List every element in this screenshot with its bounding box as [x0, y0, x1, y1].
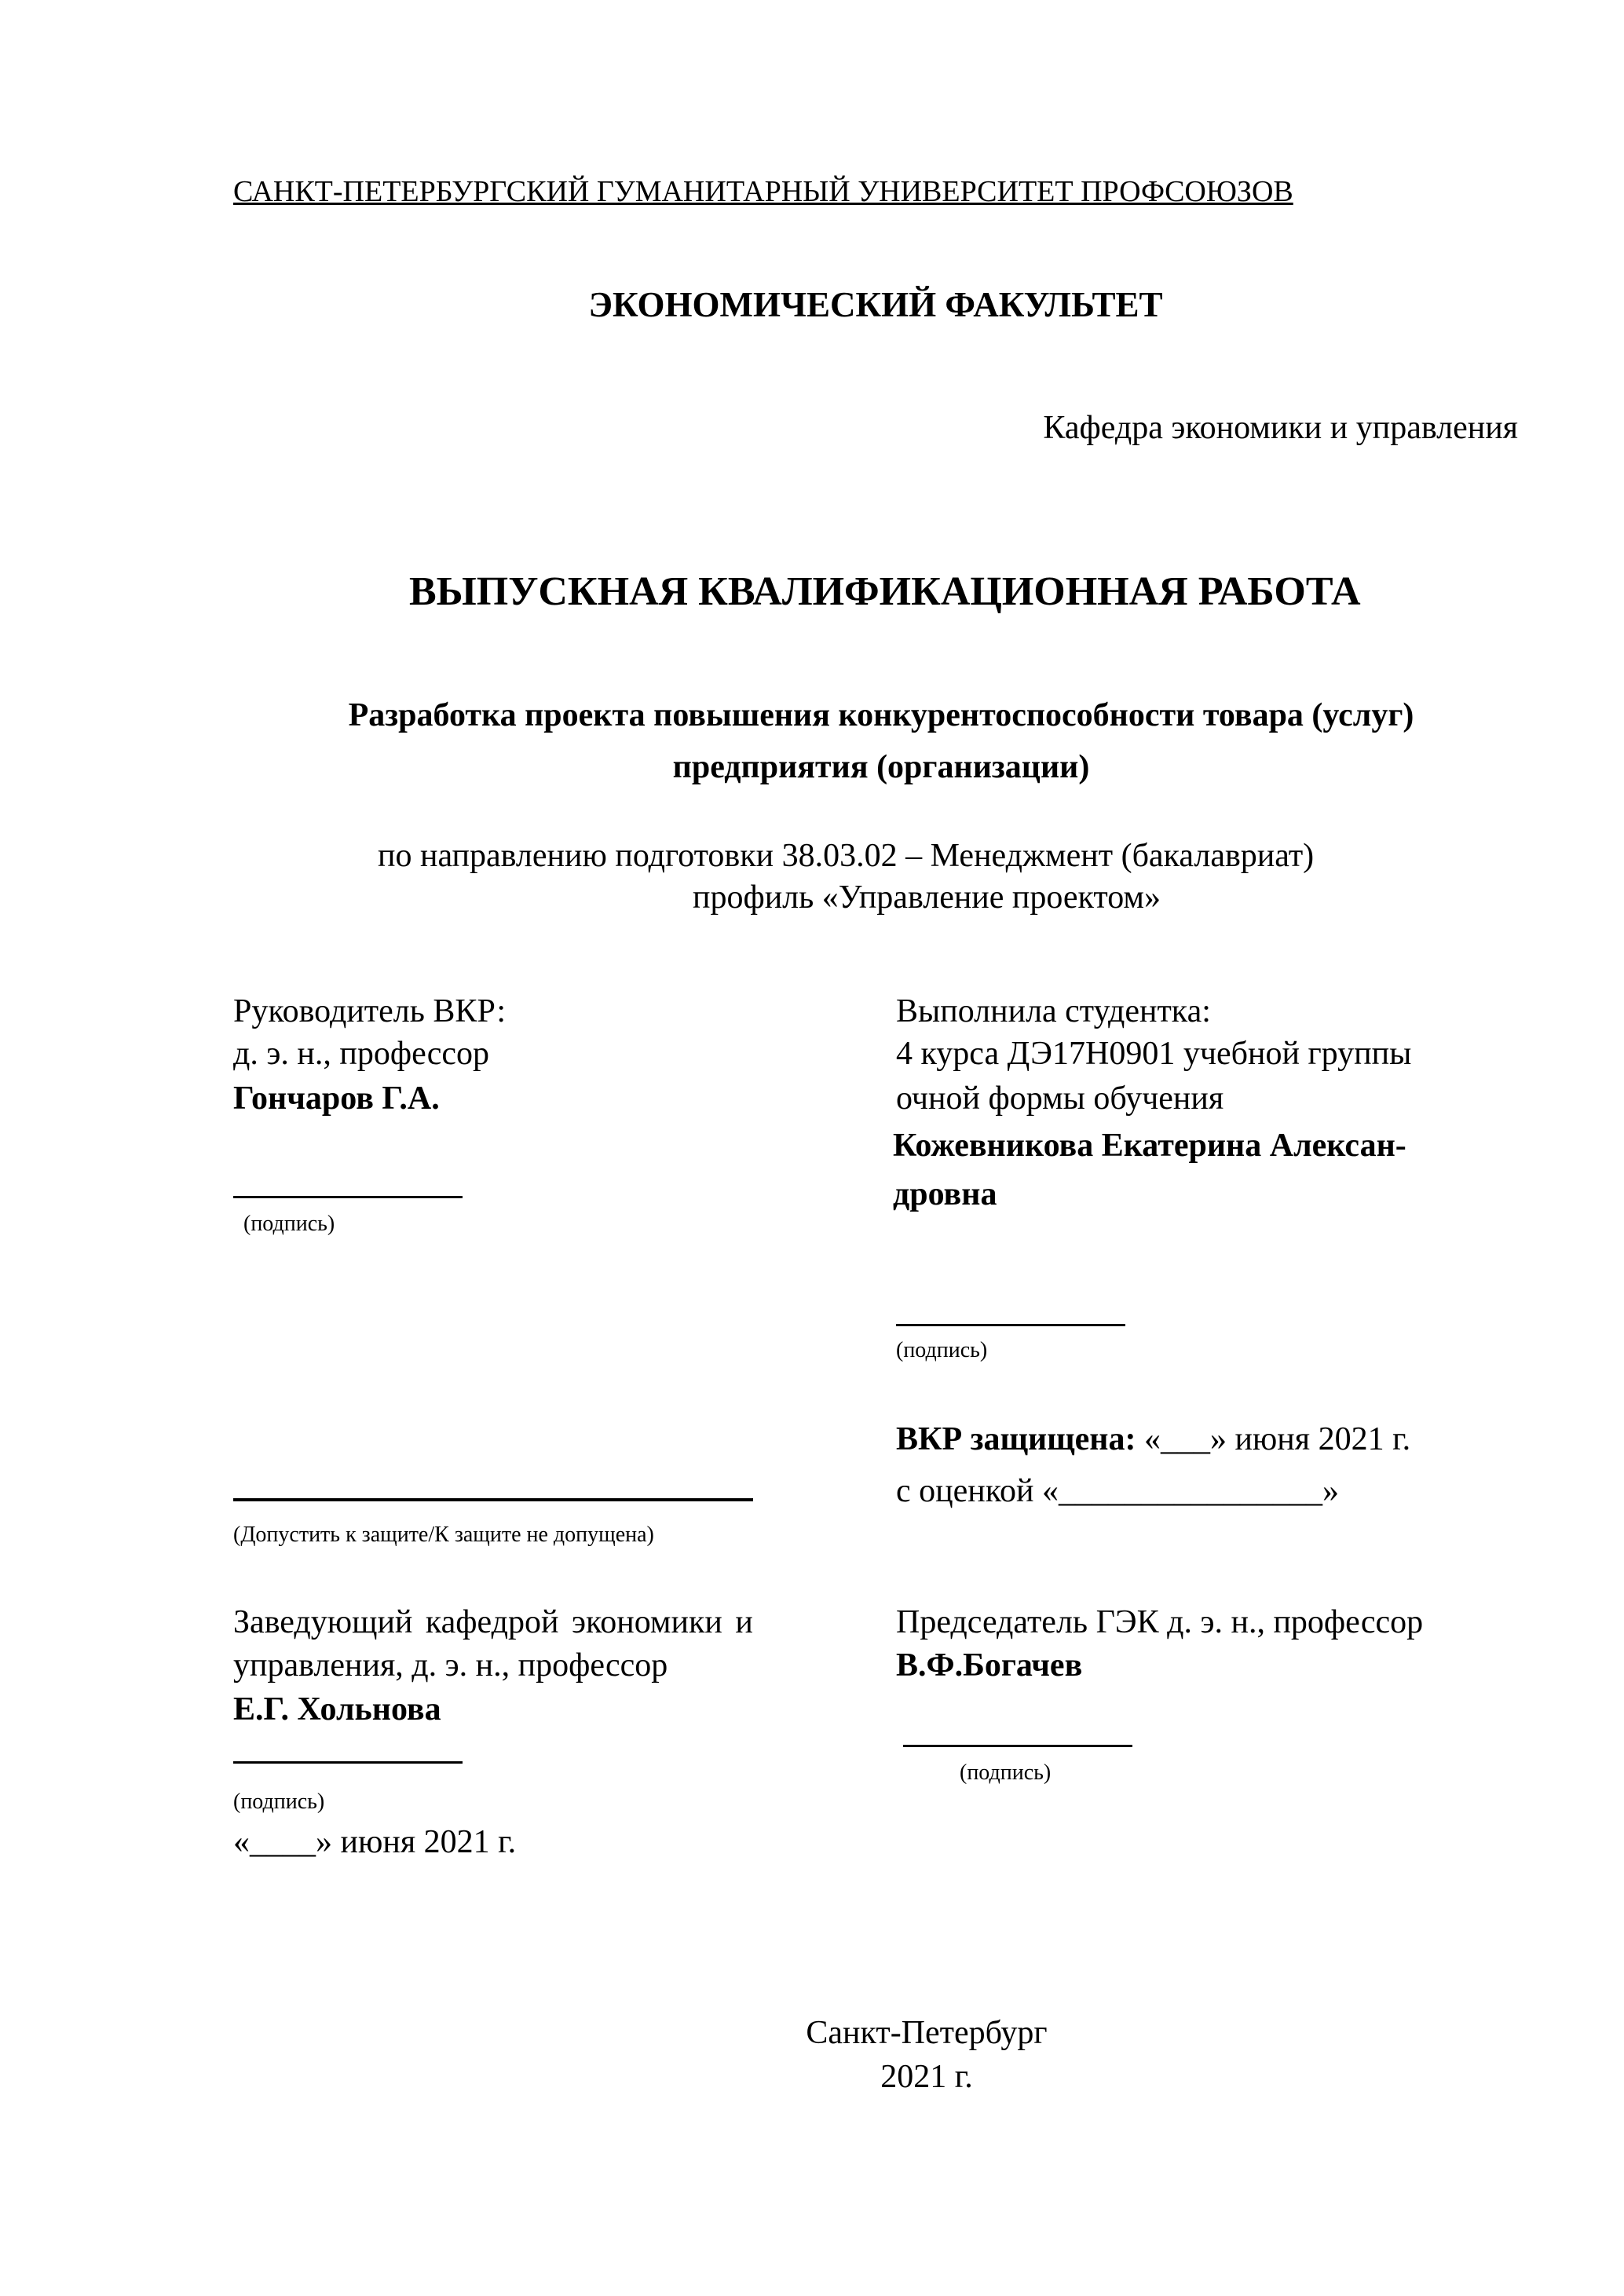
department-name: Кафедра экономики и управления [1043, 410, 1518, 446]
city: Санкт-Петербург [806, 2015, 1048, 2051]
topic-line-2: предприятия (организации) [672, 749, 1090, 785]
study-direction: по направлению подготовки 38.03.02 – Менеджмент (бакалавриат) [378, 838, 1315, 874]
student-signature-caption: (подпись) [896, 1338, 988, 1362]
head-signature-line [233, 1761, 463, 1764]
supervisor-signature-caption: (подпись) [243, 1212, 335, 1236]
admission-decision-line [233, 1498, 753, 1501]
supervisor-name: Гончаров Г.А. [233, 1080, 440, 1117]
head-title-line-2: управления, д. э. н., профессор [233, 1647, 668, 1684]
document-title: ВЫПУСКНАЯ КВАЛИФИКАЦИОННАЯ РАБОТА [409, 569, 1361, 614]
head-signature-caption: (подпись) [233, 1790, 325, 1814]
study-profile: профиль «Управление проектом» [693, 879, 1161, 916]
admission-caption: (Допустить к защите/К защите не допущена) [233, 1523, 654, 1547]
chairman-name: В.Ф.Богачев [896, 1647, 1083, 1684]
chairman-signature-caption: (подпись) [960, 1760, 1052, 1785]
head-date: «____» июня 2021 г. [233, 1824, 517, 1860]
supervisor-signature-line [233, 1196, 463, 1198]
supervisor-label: Руководитель ВКР: [233, 993, 507, 1029]
defense-grade: с оценкой «________________» [896, 1473, 1339, 1509]
student-name-line-2: дровна [893, 1176, 997, 1212]
defense-line [896, 1423, 1410, 1456]
year: 2021 г. [880, 2059, 973, 2095]
student-signature-line [896, 1324, 1125, 1326]
student-label: Выполнила студентка: [896, 993, 1211, 1029]
chairman-title: Председатель ГЭК д. э. н., профессор [896, 1604, 1424, 1640]
university-name: САНКТ-ПЕТЕРБУРГСКИЙ ГУМАНИТАРНЫЙ УНИВЕРСИТЕТ ПРОФСОЮЗОВ [233, 175, 1293, 208]
supervisor-degree: д. э. н., профессор [233, 1036, 490, 1072]
head-title-line-1: Заведующий кафедрой экономики и [233, 1604, 753, 1640]
defense-label: ВКР защищена: [896, 1421, 1136, 1457]
defense-date: «___» июня 2021 г. [1143, 1421, 1411, 1457]
student-group: 4 курса ДЭ17Н0901 учебной группы [896, 1036, 1412, 1072]
chairman-signature-line [903, 1745, 1132, 1747]
student-name-line-1: Кожевникова Екатерина Алексан- [893, 1128, 1406, 1164]
topic-line-1: Разработка проекта повышения конкурентоспособности товара (услуг) [348, 697, 1414, 733]
head-name: Е.Г. Хольнова [233, 1691, 441, 1727]
faculty-name: ЭКОНОМИЧЕСКИЙ ФАКУЛЬТЕТ [588, 285, 1163, 324]
student-study-form: очной формы обучения [896, 1080, 1224, 1117]
